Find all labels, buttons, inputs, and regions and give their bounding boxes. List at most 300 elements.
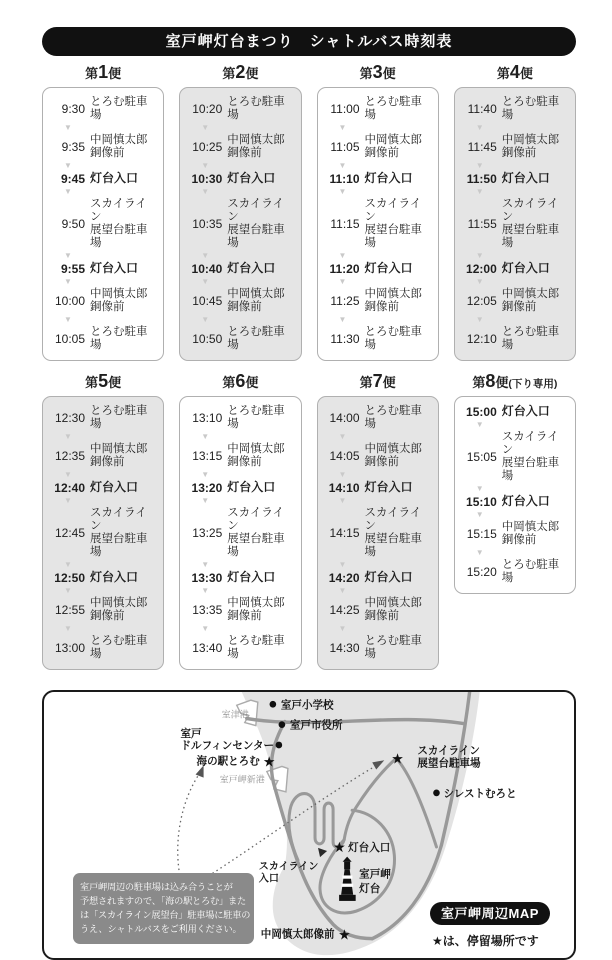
stop-row: [186, 326, 295, 352]
dolphin-dot-icon: [276, 741, 283, 748]
down-arrow-icon: ▼: [338, 186, 347, 196]
stop-name-line: 中岡慎太郎: [227, 287, 285, 300]
stop-time: 10:40: [191, 261, 223, 276]
down-arrow-icon: ▼: [201, 314, 210, 324]
stop-name: [227, 326, 295, 352]
stop-row: [49, 288, 158, 314]
stop-name: [365, 172, 413, 186]
stop-time: 12:35: [54, 448, 85, 463]
stop-name-line: 銅像前: [90, 300, 125, 313]
service-label: [42, 63, 164, 82]
stop-time: 10:05: [54, 331, 85, 346]
service-label-prefix: 第: [472, 374, 486, 390]
stop-name-line: とろむ駐車場: [90, 325, 148, 351]
stop-name: [365, 405, 433, 431]
stop-time: 11:55: [467, 216, 497, 231]
stop-name-line: 中岡慎太郎: [227, 133, 285, 146]
stop-name: [365, 262, 413, 276]
stop-name: [90, 635, 158, 661]
stop-time: 10:00: [54, 293, 85, 308]
service-column: [454, 372, 576, 594]
stop-name-line: 中岡慎太郎: [364, 596, 422, 609]
dotted-route-toromu: [178, 770, 202, 879]
service-label-prefix: 第: [222, 66, 236, 81]
stop-name-line: 中岡慎太郎: [364, 133, 422, 146]
stop-row: [186, 507, 295, 559]
stop-row: [49, 172, 158, 186]
stop-row: [324, 96, 433, 122]
stop-row: [49, 571, 158, 585]
stop-time: 12:55: [54, 602, 85, 617]
stop-name-line: 中岡慎太郎: [364, 287, 422, 300]
stop-name: [227, 96, 295, 122]
down-arrow-icon: ▼: [64, 314, 72, 324]
down-arrow-icon: ▼: [338, 314, 347, 324]
stop-row: [49, 405, 158, 431]
stop-time: 13:00: [54, 640, 85, 655]
stop-time: 11:45: [467, 139, 497, 154]
stop-name-line: とろむ駐車場: [501, 558, 560, 584]
down-arrow-icon: ▼: [338, 276, 347, 286]
stop-row: [461, 431, 570, 483]
label-umi-no-eki: 海の駅とろむ: [196, 754, 260, 768]
stop-name-line: 灯台入口: [364, 479, 413, 494]
label-searest: シレストむろと: [443, 787, 517, 800]
stop-name: [227, 262, 275, 276]
stop-time: 14:05: [329, 448, 360, 463]
stop-name-line: 銅像前: [501, 533, 537, 546]
down-arrow-icon: ▼: [201, 431, 210, 441]
skyline-star-icon: ★: [391, 750, 404, 767]
stop-name: [227, 198, 295, 250]
stop-row: [49, 198, 158, 250]
label-cityhall: 室戸市役所: [289, 719, 343, 732]
down-arrow-icon: ▼: [475, 250, 484, 260]
stop-row: [186, 288, 295, 314]
stop-name-line: 灯台入口: [364, 569, 413, 584]
down-arrow-icon: ▼: [475, 276, 484, 286]
stop-name-line: スカイライン: [501, 197, 559, 223]
stop-name-line: 展望台駐車場: [501, 223, 560, 249]
stop-name-line: スカイライン: [364, 506, 422, 532]
stop-name-line: 展望台駐車場: [90, 532, 148, 558]
area-map: [42, 690, 576, 960]
map-legend: ★は、停留場所です: [432, 933, 539, 948]
stop-row: [324, 134, 433, 160]
stop-time: 11:40: [467, 101, 497, 116]
service-label: [179, 372, 301, 391]
stop-name: [365, 96, 433, 122]
down-arrow-icon: ▼: [64, 469, 72, 479]
stop-row: [324, 443, 433, 469]
stop-name: [90, 288, 148, 314]
stop-name-line: 銅像前: [364, 455, 399, 468]
stop-time: 11:00: [330, 101, 360, 116]
service-number: 6: [235, 370, 246, 391]
stop-name-line: 灯台入口: [227, 171, 276, 186]
stop-name-line: 灯台入口: [501, 171, 550, 186]
service-number: 3: [372, 62, 383, 82]
stop-name-line: 灯台入口: [501, 404, 550, 419]
stop-row: [461, 559, 570, 585]
stop-row: [461, 198, 570, 250]
stop-name-line: 中岡慎太郎: [227, 442, 285, 455]
stop-name-line: 銅像前: [227, 609, 262, 622]
label-lighthouse-1: 室戸岬: [359, 868, 391, 881]
stop-name-line: 展望台駐車場: [501, 456, 560, 482]
stop-name: [502, 405, 550, 419]
service-label-suffix: 便: [108, 374, 122, 390]
down-arrow-icon: ▼: [338, 160, 347, 170]
stop-name-line: 中岡慎太郎: [364, 442, 422, 455]
stop-name: [502, 288, 560, 314]
down-arrow-icon: ▼: [475, 483, 484, 493]
stop-time: 13:40: [192, 640, 223, 655]
stop-name: [365, 288, 423, 314]
stop-time: 12:45: [54, 525, 85, 540]
stop-time: 11:15: [330, 216, 360, 231]
label-dolphin-2: ドルフィンセンター: [180, 739, 275, 752]
stop-row: [461, 326, 570, 352]
label-nakaoka: 中岡慎太郎像前: [260, 928, 335, 941]
service-number: 4: [509, 62, 520, 82]
stop-time: 12:00: [466, 261, 497, 276]
stop-row: [324, 507, 433, 559]
stop-row: [324, 326, 433, 352]
stop-row: [461, 495, 570, 509]
down-arrow-icon: ▼: [64, 186, 72, 196]
stop-name-line: 中岡慎太郎: [90, 442, 148, 455]
stop-name-line: 灯台入口: [227, 479, 276, 494]
service-label-suffix: 便: [495, 374, 509, 390]
cityhall-dot-icon: [279, 721, 286, 728]
timetable-box: [317, 87, 439, 361]
stop-name: [502, 559, 570, 585]
down-arrow-icon: ▼: [201, 559, 210, 569]
label-lighthouse-2: 灯台: [359, 882, 381, 895]
stop-row: [186, 635, 295, 661]
timetable-box: [179, 396, 301, 670]
stop-row: [49, 96, 158, 122]
stop-name-line: 中岡慎太郎: [501, 133, 560, 146]
stop-name: [502, 134, 560, 160]
stop-row: [49, 635, 158, 661]
stop-name-line: 展望台駐車場: [364, 532, 422, 558]
stop-name-line: 銅像前: [227, 300, 262, 313]
stop-name-line: 銅像前: [364, 300, 399, 313]
stop-time: 10:25: [192, 139, 223, 154]
down-arrow-icon: ▼: [201, 469, 210, 479]
stop-name-line: 灯台入口: [227, 261, 276, 276]
service-label-suffix: 便: [245, 66, 259, 81]
label-skyline-ent-1: スカイライン: [258, 860, 319, 872]
stop-row: [186, 443, 295, 469]
stop-name-line: 中岡慎太郎: [501, 287, 560, 300]
stop-row: [49, 262, 158, 276]
stop-time: 13:10: [192, 410, 223, 425]
stop-row: [461, 521, 570, 547]
down-arrow-icon: ▼: [475, 186, 484, 196]
stop-time: 14:15: [329, 525, 360, 540]
notice-line: は「スカイライン展望台」駐車場に駐車の: [80, 910, 251, 921]
service-column: [317, 372, 439, 670]
down-arrow-icon: ▼: [64, 431, 72, 441]
stop-name: [90, 326, 158, 352]
stop-name-line: 灯台入口: [364, 261, 413, 276]
stop-row: [186, 172, 295, 186]
stop-time: 9:30: [61, 101, 85, 116]
stop-row: [324, 172, 433, 186]
stop-name: [227, 507, 295, 559]
stop-time: 13:35: [192, 602, 223, 617]
stop-name: [365, 635, 433, 661]
stop-name: [365, 571, 413, 585]
stop-row: [324, 405, 433, 431]
label-skyline-obs-1: スカイライン: [417, 744, 480, 757]
service-label: [179, 63, 301, 82]
down-arrow-icon: ▼: [64, 160, 72, 170]
down-arrow-icon: ▼: [338, 431, 347, 441]
timetable-box: [42, 87, 164, 361]
stop-row: [324, 597, 433, 623]
stop-time: 15:00: [466, 404, 497, 419]
stop-name: [90, 507, 158, 559]
stop-name-line: 灯台入口: [501, 493, 550, 508]
stop-row: [49, 597, 158, 623]
stop-name-line: 銅像前: [227, 146, 262, 159]
stop-time: 10:45: [192, 293, 223, 308]
stop-name: [502, 96, 570, 122]
stop-name-line: 展望台駐車場: [227, 532, 285, 558]
down-arrow-icon: ▼: [475, 314, 484, 324]
stop-name-line: 灯台入口: [227, 569, 276, 584]
stop-name-line: スカイライン: [227, 506, 285, 532]
stop-name-line: 灯台入口: [90, 171, 139, 186]
stop-name: [227, 481, 275, 495]
down-arrow-icon: ▼: [338, 122, 347, 132]
stop-name-line: 灯台入口: [501, 261, 550, 276]
down-arrow-icon: ▼: [64, 559, 72, 569]
down-arrow-icon: ▼: [201, 276, 210, 286]
stop-time: 15:20: [466, 564, 497, 579]
down-arrow-icon: ▼: [475, 547, 484, 557]
down-arrow-icon: ▼: [201, 186, 210, 196]
stop-name-line: 中岡慎太郎: [90, 133, 148, 146]
stop-name-line: 灯台入口: [364, 171, 413, 186]
stop-time: 12:40: [54, 480, 85, 495]
stop-name-line: 銅像前: [227, 455, 262, 468]
stop-name: [227, 443, 285, 469]
stop-time: 12:05: [466, 293, 497, 308]
stop-row: [461, 96, 570, 122]
label-todai-iriguchi: 灯台入口: [348, 841, 391, 854]
stop-name-line: 銅像前: [90, 609, 125, 622]
down-arrow-icon: ▼: [338, 250, 347, 260]
stop-name: [502, 521, 560, 547]
stop-name-line: とろむ駐車場: [364, 325, 422, 351]
stop-name: [90, 198, 158, 250]
stop-name: [90, 571, 138, 585]
service-column: [179, 63, 301, 361]
stop-time: 13:20: [191, 480, 223, 495]
stop-time: 11:25: [330, 293, 360, 308]
stop-time: 9:45: [60, 171, 85, 186]
down-arrow-icon: ▼: [201, 122, 210, 132]
stop-name-line: 灯台入口: [90, 569, 139, 584]
stop-time: 15:05: [466, 449, 497, 464]
stop-time: 9:35: [61, 139, 85, 154]
stop-time: 10:30: [191, 171, 223, 186]
stop-time: 10:50: [192, 331, 223, 346]
elementary-dot-icon: [270, 700, 277, 707]
service-label-suffix: 便: [382, 374, 396, 390]
down-arrow-icon: ▼: [338, 559, 347, 569]
stop-row: [461, 172, 570, 186]
stop-name: [502, 198, 570, 250]
stop-name: [90, 96, 158, 122]
stop-name: [365, 134, 423, 160]
stop-name: [365, 198, 433, 250]
todai-star-icon: ★: [333, 839, 346, 856]
stop-name-line: とろむ駐車場: [501, 96, 560, 121]
down-arrow-icon: ▼: [64, 495, 72, 505]
down-arrow-icon: ▼: [338, 585, 347, 595]
stop-time: 11:10: [329, 171, 360, 186]
stop-name-line: 灯台入口: [90, 479, 139, 494]
stop-name-line: スカイライン: [90, 197, 147, 223]
toromu-star-icon: ★: [262, 753, 276, 771]
stop-name: [365, 597, 423, 623]
stop-name-line: 展望台駐車場: [364, 223, 422, 249]
stop-row: [461, 405, 570, 419]
stop-row: [186, 96, 295, 122]
timetable-box: [179, 87, 301, 361]
stop-name-line: とろむ駐車場: [364, 96, 422, 121]
down-arrow-icon: ▼: [64, 250, 72, 260]
stop-time: 9:50: [61, 216, 85, 231]
down-arrow-icon: ▼: [475, 509, 484, 519]
stop-name: [502, 262, 550, 276]
stop-time: 11:05: [330, 139, 360, 154]
stop-time: 13:30: [191, 570, 223, 585]
stop-time: 9:55: [60, 261, 85, 276]
nakaoka-star-icon: ★: [338, 927, 351, 944]
stop-time: 11:30: [330, 331, 360, 346]
stop-time: 15:15: [466, 526, 497, 541]
down-arrow-icon: ▼: [338, 495, 347, 505]
parking-notice: [73, 873, 254, 944]
stop-name: [227, 405, 295, 431]
stop-row: [324, 481, 433, 495]
stop-name: [90, 134, 148, 160]
down-arrow-icon: ▼: [64, 585, 72, 595]
stop-name: [502, 431, 570, 483]
stop-time: 14:10: [328, 480, 360, 495]
service-label-prefix: 第: [496, 66, 510, 81]
down-arrow-icon: ▼: [64, 276, 72, 286]
stop-name: [227, 635, 295, 661]
service-label-suffix: 便: [519, 66, 533, 81]
stop-row: [186, 198, 295, 250]
service-number: 7: [372, 370, 383, 391]
timetable-box: [42, 396, 164, 670]
down-arrow-icon: ▼: [201, 250, 210, 260]
label-dolphin-1: 室戸: [180, 727, 202, 740]
down-arrow-icon: ▼: [64, 122, 72, 132]
label-skyline-ent-2: 入口: [258, 873, 279, 885]
notice-line: 予想されますので、「海の駅とろむ」また: [80, 895, 246, 906]
stop-name-line: 銅像前: [364, 609, 399, 622]
stop-time: 13:25: [192, 525, 223, 540]
stop-time: 12:50: [54, 570, 85, 585]
service-label-prefix: 第: [222, 374, 236, 390]
service-note: (下り専用): [508, 377, 558, 390]
stop-row: [49, 443, 158, 469]
timetable-box: [454, 396, 576, 594]
down-arrow-icon: ▼: [201, 160, 210, 170]
service-column: [42, 372, 164, 670]
stop-row: [461, 288, 570, 314]
stop-row: [49, 481, 158, 495]
stop-row: [49, 507, 158, 559]
stop-name: [227, 172, 275, 186]
label-shinko: 室戸岬新港: [219, 774, 265, 785]
timetable-box: [317, 396, 439, 670]
service-number: 5: [98, 370, 109, 391]
stop-name-line: とろむ駐車場: [227, 325, 285, 351]
service-column: [42, 63, 164, 361]
service-label: [42, 372, 164, 391]
stop-name: [90, 405, 158, 431]
stop-name-line: 中岡慎太郎: [227, 596, 285, 609]
service-label-prefix: 第: [359, 66, 373, 81]
label-murotsu-port: 室津港: [221, 709, 249, 720]
stop-name-line: スカイライン: [364, 197, 422, 223]
down-arrow-icon: ▼: [338, 469, 347, 479]
stop-time: 14:00: [329, 410, 360, 425]
service-label-suffix: 便: [108, 66, 122, 81]
stop-name-line: 中岡慎太郎: [90, 596, 148, 609]
stop-name-line: 中岡慎太郎: [501, 520, 560, 533]
stop-row: [49, 134, 158, 160]
down-arrow-icon: ▼: [64, 623, 72, 633]
stop-time: 11:50: [466, 171, 497, 186]
stop-name: [365, 443, 423, 469]
label-elementary: 室戸小学校: [280, 698, 334, 711]
stop-time: 11:20: [329, 261, 360, 276]
stop-time: 14:25: [329, 602, 360, 617]
down-arrow-icon: ▼: [201, 585, 210, 595]
service-label: [454, 372, 576, 391]
stop-time: 12:30: [54, 410, 85, 425]
label-skyline-obs-2: 展望台駐車場: [417, 756, 481, 770]
stop-name-line: スカイライン: [501, 430, 559, 456]
stop-name-line: 中岡慎太郎: [90, 287, 148, 300]
stop-row: [186, 405, 295, 431]
stop-name: [227, 288, 285, 314]
stop-name-line: とろむ駐車場: [90, 404, 148, 430]
stop-name: [227, 571, 275, 585]
page-title: 室戸岬灯台まつり シャトルバス時刻表: [42, 27, 576, 56]
timetable-box: [454, 87, 576, 361]
stop-name-line: 銅像前: [501, 146, 537, 159]
stop-row: [186, 597, 295, 623]
service-number: 2: [235, 62, 246, 82]
stop-time: 15:10: [466, 494, 497, 509]
stop-name-line: スカイライン: [227, 197, 285, 223]
stop-row: [324, 288, 433, 314]
stop-name-line: 銅像前: [364, 146, 399, 159]
